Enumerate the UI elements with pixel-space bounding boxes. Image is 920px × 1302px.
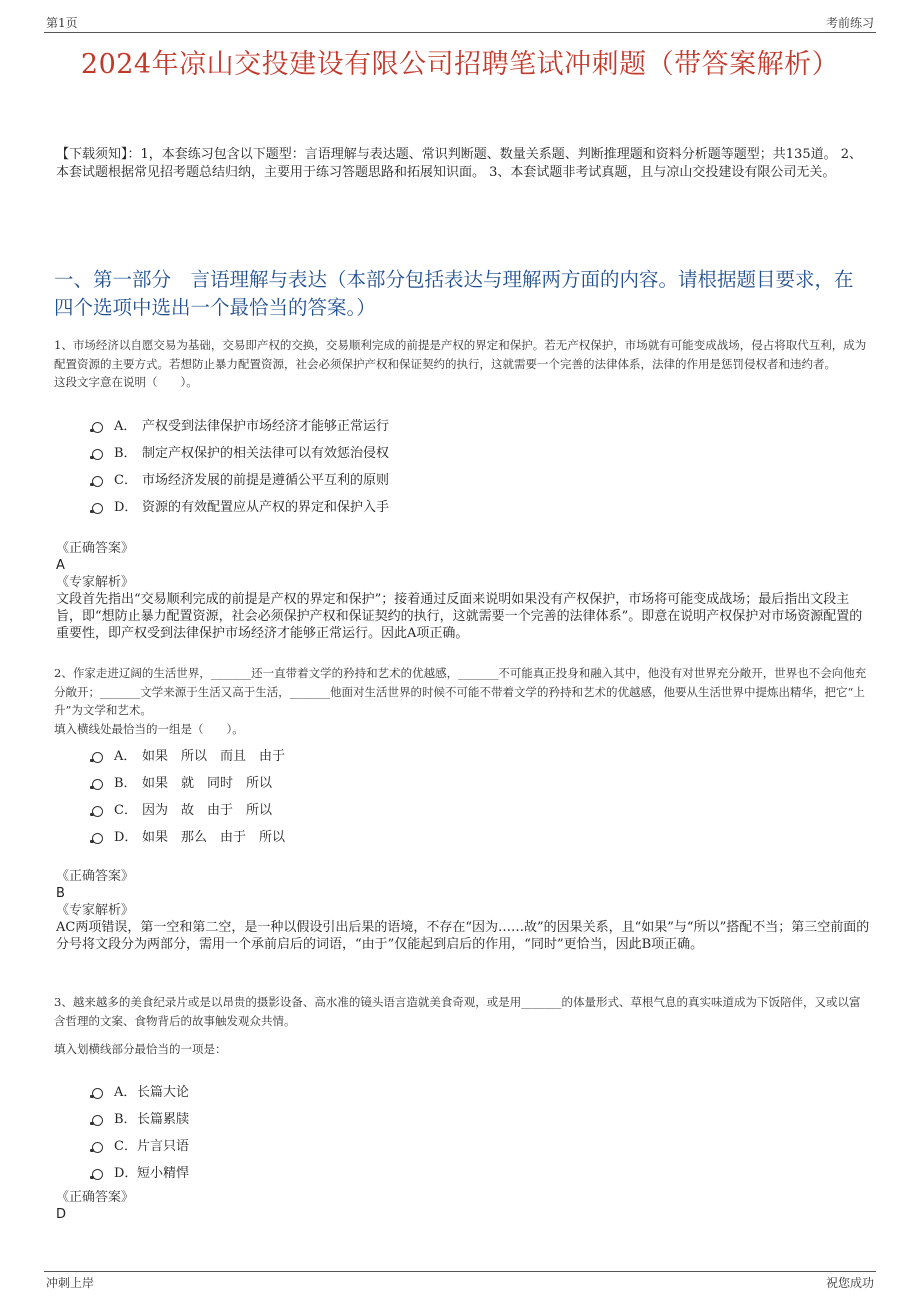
question-stem: 3、越来越多的美食纪录片或是以昂贵的摄影设备、高水准的镜头语言造就美食奇观，或是用_______的体量形式、草根气息的真实味道成为下饭陪伴，又或以富含哲理的文案、食物背后的故事触发观众共情。 [54, 995, 861, 1028]
option-letter: C． [114, 803, 137, 818]
radio-icon[interactable] [92, 476, 103, 487]
footer-right-label: 祝您成功 [825, 1276, 874, 1290]
page-number-label: 第1页 [46, 16, 78, 30]
option-letter: D． [114, 1166, 138, 1181]
expert-explanation: AC两项错误，第一空和第二空，是一种以假设引出后果的语境，不存在“因为……故”的因果关系，且“如果”与“所以”搭配不当；第三空前面的分号将文段分为两部分，需用一个承前启后的词语，“由于”仅能起到启后的作用，“同时”更恰当，因此B项正确。 [56, 920, 870, 952]
option-text: 如果 那么 由于 所以 [142, 830, 286, 845]
question-3 [54, 993, 868, 1059]
option-letter: C． [114, 1139, 137, 1154]
download-notice: 【下载须知】：1，本套练习包含以下题型：言语理解与表达题、常识判断题、数量关系题、判断推理题和资料分析题等题型；共135道。 2、本套试题根据常见招考题总结归纳，主要用于练习答题思路和拓展知识面。 3、本套试题非考试真题，且与凉山交投建设有限公司无关。 [56, 147, 862, 180]
answer-heading: 《正确答案》 [56, 1190, 135, 1205]
question-prompt: 填入划横线部分最恰当的一项是： [54, 1042, 227, 1056]
option-text: 产权受到法律保护市场经济才能够正常运行 [142, 419, 390, 434]
question-prompt: 填入横线处最恰当的一组是（ ）。 [54, 721, 244, 736]
header-right-label: 考前练习 [825, 16, 874, 30]
footer-left-label: 冲刺上岸 [46, 1276, 95, 1290]
correct-answer: A [56, 558, 65, 573]
option-letter: B． [114, 446, 137, 461]
question-prompt: 这段文字意在说明（ ）。 [54, 375, 198, 389]
option-letter: B． [114, 776, 137, 791]
correct-answer: D [56, 1207, 67, 1222]
question-stem: 1、市场经济以自愿交易为基础，交易即产权的交换，交易顺利完成的前提是产权的界定和保护。若无产权保护，市场就有可能变成战场，侵占将取代互利，成为配置资源的主要方式。若想防止暴力配置资源，社会必须保护产权和保证契约的执行，这就需要一个完善的法律体系，法律的作用是惩罚侵权者和违约者。 [54, 338, 867, 371]
option-text: 长篇大论 [137, 1085, 190, 1100]
page-header [44, 14, 876, 33]
answer-block-1 [56, 540, 870, 642]
radio-icon[interactable] [92, 422, 103, 433]
page-footer [44, 1271, 876, 1292]
option-letter: B． [114, 1112, 137, 1127]
section-heading: 一、第一部分 言语理解与表达（本部分包括表达与理解两方面的内容。请根据题目要求，在四个选项中选出一个最恰当的答案。） [54, 268, 854, 319]
radio-icon[interactable] [92, 449, 103, 460]
question-stem: 2、作家走进辽阔的生活世界，_______还一直带着文学的矜持和艺术的优越感，_______不可能真正投身和融入其中，他没有对世界充分敞开，世界也不会向他充分敞开；_______文学来源于生活又高于生活，_______他面对生活世界的时候不可能不带着文学的矜持和艺术的优越感，他要从生活世界中提炼出精华，把它“上升”为文学和艺术。 [54, 666, 867, 717]
radio-icon[interactable] [92, 1169, 103, 1180]
radio-icon[interactable] [92, 1115, 103, 1126]
question-1 [54, 336, 868, 392]
option-text: 如果 所以 而且 由于 [142, 749, 286, 764]
radio-icon[interactable] [92, 806, 103, 817]
expert-explanation: 文段首先指出“交易顺利完成的前提是产权的界定和保护”；接着通过反面来说明如果没有产权保护，市场将可能变成战场；最后指出文段主旨，即“想防止暴力配置资源，社会必须保护产权和保证契约的执行，这就需要一个完善的法律体系”。即意在说明产权保护对市场资源配置的重要性，即产权受到法律保护市场经济才能够正常运行。因此A项正确。 [56, 592, 863, 641]
answer-heading: 《正确答案》 [56, 541, 135, 556]
expert-heading: 《专家解析》 [56, 903, 135, 918]
option-letter: A． [114, 419, 137, 434]
radio-icon[interactable] [92, 752, 103, 763]
option-text: 市场经济发展的前提是遵循公平互利的原则 [142, 473, 390, 488]
option-letter: A． [114, 1085, 137, 1100]
radio-icon[interactable] [92, 779, 103, 790]
answer-block-3 [56, 1189, 870, 1223]
option-letter: D． [114, 500, 138, 515]
radio-icon[interactable] [92, 833, 103, 844]
answer-block-2 [56, 868, 870, 953]
option-letter: A． [114, 749, 137, 764]
option-text: 因为 故 由于 所以 [142, 803, 273, 818]
option-text: 短小精悍 [137, 1166, 190, 1181]
option-text: 制定产权保护的相关法律可以有效惩治侵权 [142, 446, 390, 461]
expert-heading: 《专家解析》 [56, 575, 135, 590]
correct-answer: B [56, 886, 65, 901]
option-text: 如果 就 同时 所以 [142, 776, 273, 791]
radio-icon[interactable] [92, 1142, 103, 1153]
radio-icon[interactable] [92, 503, 103, 514]
option-letter: D． [114, 830, 138, 845]
radio-icon[interactable] [92, 1088, 103, 1099]
option-text: 长篇累牍 [137, 1112, 190, 1127]
option-letter: C． [114, 473, 137, 488]
question-2 [54, 664, 868, 738]
answer-heading: 《正确答案》 [56, 869, 135, 884]
option-text: 资源的有效配置应从产权的界定和保护入手 [142, 500, 390, 515]
document-title: 2024年凉山交投建设有限公司招聘笔试冲刺题（带答案解析） [80, 49, 840, 80]
option-text: 片言只语 [137, 1139, 190, 1154]
